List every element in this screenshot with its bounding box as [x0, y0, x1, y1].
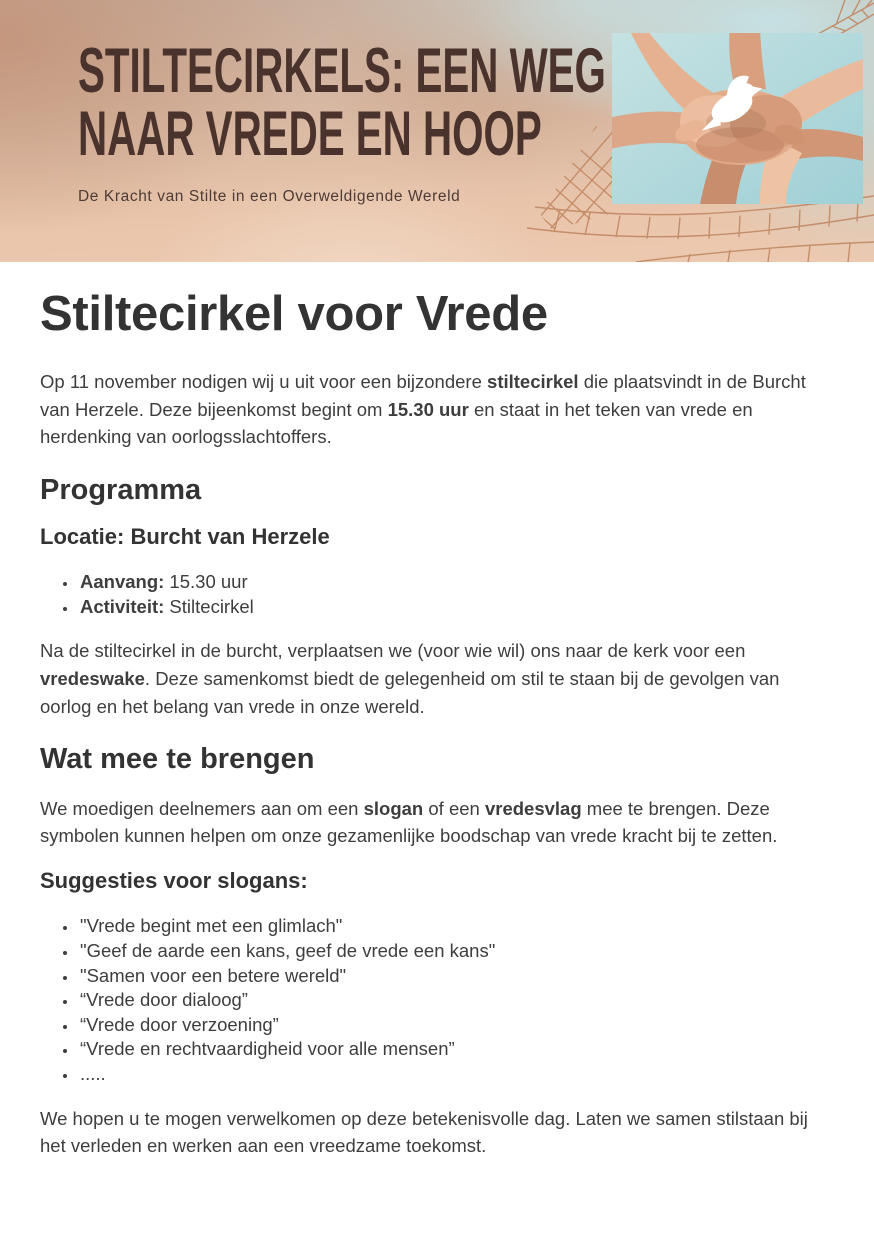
list-item-label: Aanvang:	[80, 571, 165, 593]
section-heading-wat-mee-te-brengen: Wat mee te brengen	[40, 743, 315, 776]
text-segment: en staat in het teken van vrede en herdenking van oorlogsslachtoffers.	[40, 398, 753, 448]
list-item	[78, 570, 782, 595]
text-segment: Op 11 november nodigen wij u uit voor een bijzondere	[40, 371, 488, 393]
list-item	[78, 595, 782, 620]
slogan-list	[40, 914, 782, 1086]
list-item-value: Stiltecirkel	[164, 595, 254, 617]
subheading-locatie: Locatie: Burcht van Herzele	[40, 523, 330, 549]
dove-in-hands-illustration	[612, 33, 863, 204]
text-segment: of een	[423, 797, 485, 819]
list-item: • .....	[78, 1062, 782, 1087]
text-segment: die plaatsvindt in de Burcht van Herzele. Deze bijeenkomst begint om	[40, 371, 806, 420]
page-title: Stiltecirkel voor Vrede	[40, 287, 548, 341]
intro-paragraph	[40, 368, 820, 451]
header-subtitle: De Kracht van Stilte in een Overweldigende Wereld	[78, 188, 461, 205]
bold-text: stiltecirkel	[487, 371, 579, 393]
program-note-paragraph	[40, 637, 820, 720]
header-banner	[0, 0, 874, 262]
bring-paragraph	[40, 795, 820, 850]
list-item-label: Activiteit:	[80, 595, 165, 617]
program-list	[40, 570, 782, 619]
text-segment: mee te brengen. Deze symbolen kunnen helpen om onze gezamenlijke boodschap van vrede kracht bij te zetten.	[40, 797, 778, 847]
text-segment: We moedigen deelnemers aan om een	[40, 797, 364, 819]
text-segment: . Deze samenkomst biedt de gelegenheid om stil te staan bij de gevolgen van oorlog en het belang van vrede in onze wereld.	[40, 667, 780, 717]
header-title-line2: NAAR VREDE EN HOOP	[78, 99, 542, 169]
list-item: • “Vrede en rechtvaardigheid voor alle mensen”	[78, 1037, 782, 1062]
list-item: • “Vrede door dialoog”	[78, 988, 782, 1013]
bold-text: vredeswake	[40, 667, 145, 689]
list-item-value: 15.30 uur	[164, 571, 248, 593]
list-item: • "Vrede begint met een glimlach"	[78, 914, 782, 939]
section-heading-programma: Programma	[40, 474, 202, 507]
list-item: • "Geef de aarde een kans, geef de vrede een kans"	[78, 939, 782, 964]
closing-paragraph: We hopen u te mogen verwelkomen op deze betekenisvolle dag. Laten we samen stilstaan bij het verleden en werken aan een vreedzame toekomst.	[40, 1107, 808, 1157]
list-item: • "Samen voor een betere wereld"	[78, 964, 782, 989]
bold-text: slogan	[363, 797, 424, 819]
subheading-suggesties: Suggesties voor slogans:	[40, 868, 308, 894]
text-segment: Na de stiltecirkel in de burcht, verplaatsen we (voor wie wil) ons naar de kerk voor een	[40, 640, 746, 662]
header-title-line1: STILTECIRKELS: EEN WEG	[78, 36, 606, 106]
article-body	[0, 262, 820, 1160]
bold-text: vredesvlag	[484, 797, 582, 819]
list-item: • “Vrede door verzoening”	[78, 1013, 782, 1038]
bold-text: 15.30 uur	[387, 398, 469, 420]
photo-hands-dove	[612, 33, 863, 204]
header-title	[78, 36, 606, 169]
